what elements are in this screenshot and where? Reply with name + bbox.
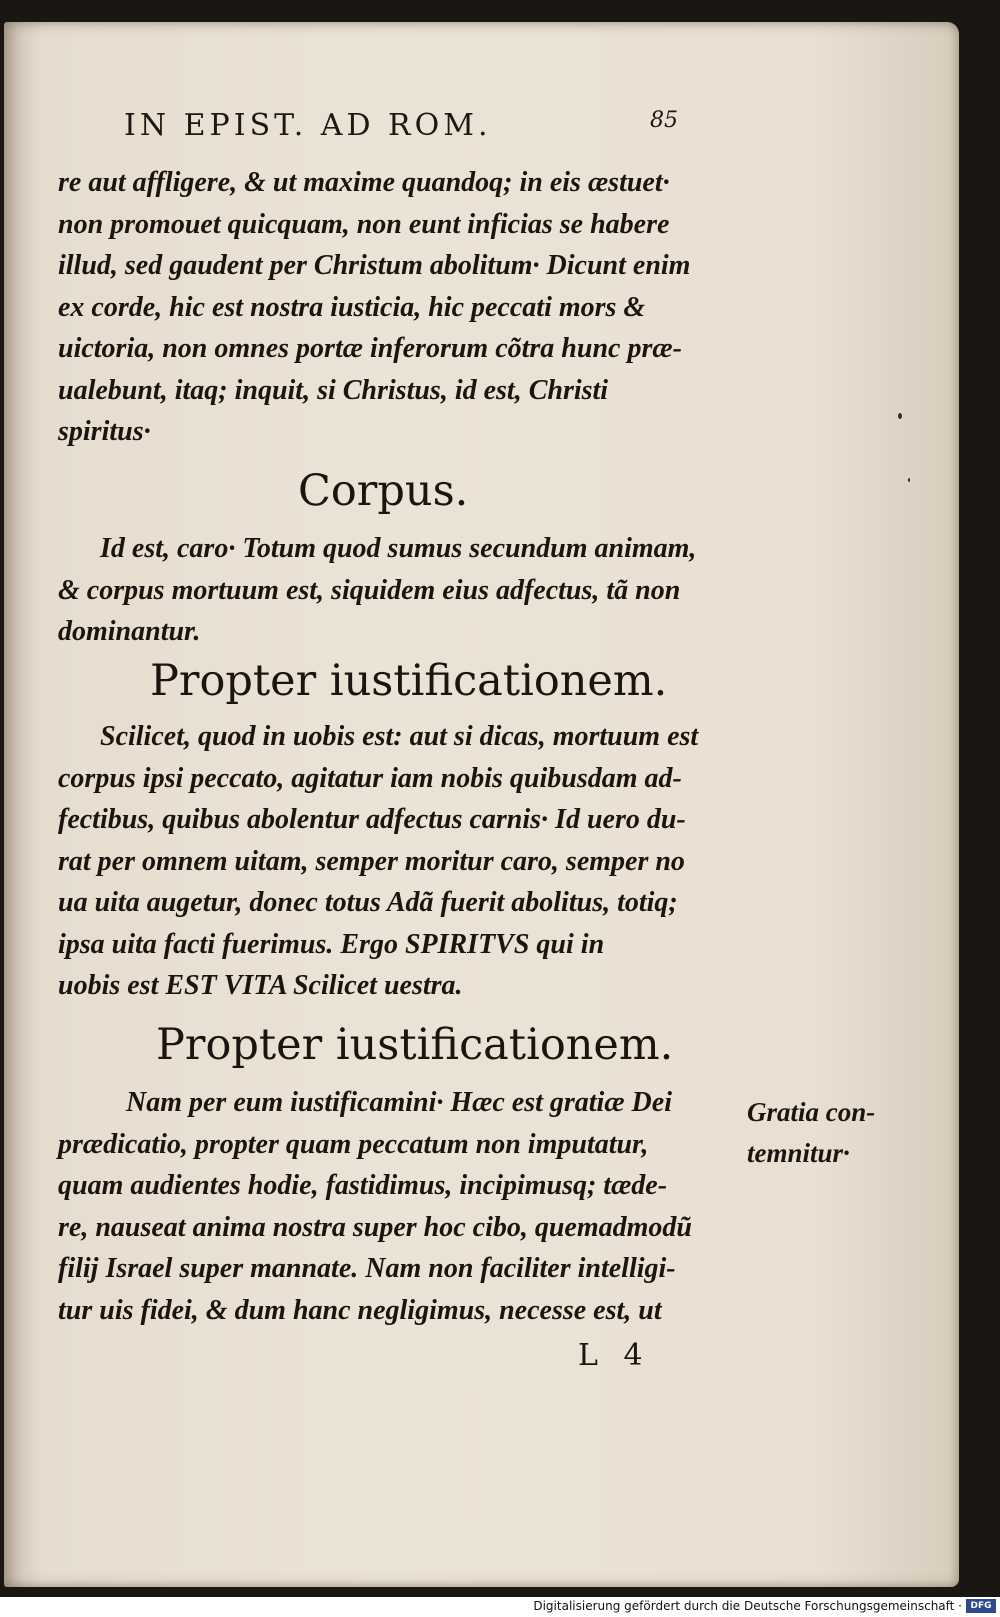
text-block-1 <box>58 162 738 453</box>
section-heading: Corpus. <box>298 466 469 516</box>
text-line: Scilicet, quod in uobis est: aut si dicas, mortuum est <box>100 721 699 752</box>
footer-credit: Digitalisierung gefördert durch die Deutsche Forschungsgemeinschaft · <box>533 1599 962 1613</box>
text-line: uictoria, non omnes portæ inferorum cõtra hunc præ- <box>58 333 682 364</box>
text-line: quam audientes hodie, fastidimus, incipimusq; tæde- <box>58 1170 668 1201</box>
ink-speck <box>908 478 910 482</box>
text-line: ua uita augetur, donec totus Adã fuerit abolitus, totiq; <box>58 887 678 918</box>
text-line: re, nauseat anima nostra super hoc cibo, quemadmodũ <box>58 1211 692 1243</box>
running-head: IN EPIST. AD ROM. <box>124 108 492 143</box>
text-line: & corpus mortuum est, siquidem eius adfectus, tã non <box>58 574 681 606</box>
text-block-3 <box>58 716 738 1007</box>
text-line: fectibus, quibus abolentur adfectus carnis· Id uero du- <box>58 804 686 835</box>
text-line: ualebunt, itaq; inquit, si Christus, id est, Christi <box>58 374 609 406</box>
text-line: filij Israel super mannate. Nam non faciliter intelligi- <box>58 1253 676 1284</box>
digitization-footer <box>0 1597 1000 1617</box>
text-line: dominantur. <box>58 616 201 647</box>
ink-speck <box>898 413 902 419</box>
text-line: Id est, caro· Totum quod sumus secundum animam, <box>100 533 697 564</box>
text-line: uobis est EST VITA Scilicet uestra. <box>58 970 463 1001</box>
text-block-4 <box>58 1082 738 1331</box>
dfg-logo[interactable]: DFG <box>966 1599 996 1613</box>
text-line: illud, sed gaudent per Christum abolitum· Dicunt enim <box>58 250 691 281</box>
text-line: Nam per eum iustificamini· Hæc est gratiæ Dei <box>126 1087 672 1118</box>
text-line: re aut affligere, & ut maxime quandoq; in eis æstuet· <box>58 167 670 198</box>
text-line: spiritus· <box>58 416 151 447</box>
text-line: ex corde, hic est nostra iusticia, hic peccati mors & <box>58 291 646 323</box>
signature-mark: L 4 <box>578 1338 651 1373</box>
text-line: ipsa uita facti fuerimus. Ergo SPIRITVS qui in <box>58 928 605 960</box>
page-number: 85 <box>650 108 678 133</box>
text-block-2 <box>58 528 738 653</box>
text-line: corpus ipsi peccato, agitatur iam nobis quibusdam ad- <box>58 762 682 794</box>
section-heading: Propter iustificationem. <box>150 656 668 706</box>
text-line: tur uis fidei, & dum hanc negligimus, necesse est, ut <box>58 1294 662 1326</box>
margin-note <box>747 1092 927 1174</box>
text-line: prædicatio, propter quam peccatum non imputatur, <box>58 1128 649 1160</box>
margin-note-line: Gratia con- <box>747 1097 876 1127</box>
margin-note-line: temnitur· <box>747 1138 850 1168</box>
text-line: rat per omnem uitam, semper moritur caro, semper no <box>58 845 685 877</box>
section-heading: Propter iustificationem. <box>156 1020 674 1070</box>
text-line: non promouet quicquam, non eunt inficias se habere <box>58 208 670 240</box>
